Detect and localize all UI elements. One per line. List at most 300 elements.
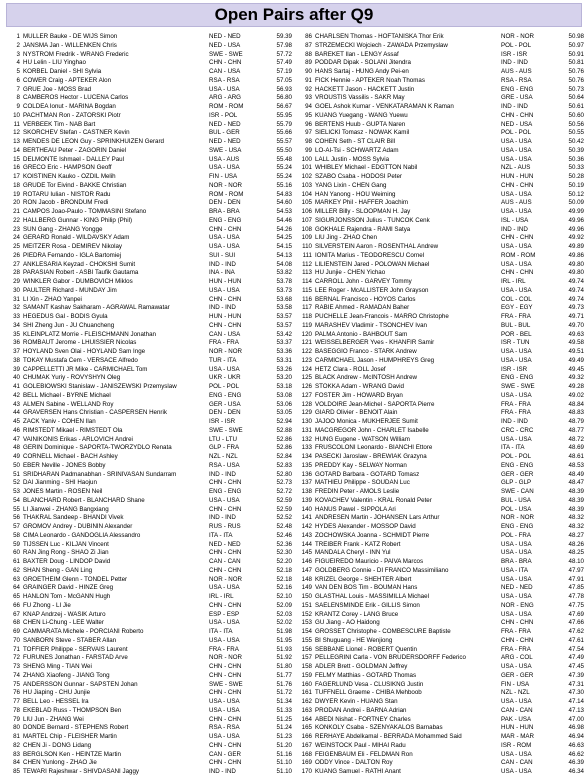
- pair-countries: IND - IND: [501, 59, 528, 67]
- result-score: 50.39: [568, 146, 584, 154]
- result-rank: 158: [301, 663, 312, 670]
- result-score: 48.83: [568, 409, 584, 417]
- result-rank: 69: [13, 628, 20, 635]
- pair-countries: ISR - ISR: [501, 50, 528, 58]
- result-score: 49.02: [568, 391, 584, 399]
- result-score: 51.77: [276, 671, 292, 679]
- pair-countries: GER - GER: [501, 470, 534, 478]
- result-score: 48.84: [568, 400, 584, 408]
- pair-countries: CHN - CHN: [209, 715, 242, 723]
- result-score: 48.77: [568, 426, 584, 434]
- pair-countries: USA - USA: [209, 706, 240, 714]
- result-score: 48.61: [568, 453, 584, 460]
- pair-names: JONES Martin - ROSEN Neil: [23, 488, 103, 495]
- pair-names: PELLEGRINI Carla - VON BRUDERSDORFF Federico: [315, 654, 466, 662]
- result-row: [6, 313, 292, 322]
- result-score: 51.23: [276, 733, 292, 740]
- pair-names: TIJSSEN Luc - KILJAN Vincent: [23, 540, 109, 548]
- pair-countries: NOR - NOR: [501, 33, 534, 40]
- pair-countries: FRA - FRA: [501, 409, 531, 417]
- pair-countries: USA - USA: [209, 636, 240, 644]
- result-row: [298, 269, 584, 278]
- result-rank: 137: [301, 479, 312, 487]
- pair-countries: NED - NED: [209, 540, 241, 548]
- pair-countries: CHN - CHN: [209, 671, 242, 679]
- result-rank: 146: [301, 558, 312, 565]
- pair-countries: FRA - FRA: [209, 645, 239, 653]
- result-rank: 7: [16, 85, 20, 93]
- pair-names: FOSTER Jim - HOWARD Bryan: [315, 391, 403, 399]
- pair-countries: ITA - ITA: [209, 531, 233, 539]
- result-row: [6, 287, 292, 296]
- result-row: [6, 716, 292, 725]
- pair-countries: ROM - ROM: [501, 251, 536, 259]
- pair-countries: USA - USA: [501, 286, 532, 294]
- result-row: [298, 549, 584, 558]
- result-score: 59.39: [276, 33, 292, 40]
- pair-countries: USA - USA: [501, 146, 532, 154]
- pair-countries: POR - BEL: [501, 330, 532, 338]
- pair-names: BERNAL Francisco - HOYOS Carlos: [315, 295, 416, 303]
- result-row: [298, 77, 584, 86]
- result-rank: 61: [13, 558, 20, 565]
- pair-names: VOLDOIRE Jean-Michel - SAPORTA Pierre: [315, 400, 435, 408]
- result-row: [6, 339, 292, 348]
- pair-names: HU Lelin - LIU Yinghao: [23, 59, 86, 67]
- pair-names: SAMANT Kashav Sakharam - AGRAWAL Ramawatar: [23, 304, 170, 312]
- result-row: [6, 479, 292, 488]
- result-rank: 55: [13, 505, 20, 513]
- result-row: [298, 374, 584, 383]
- result-score: 55.48: [276, 155, 292, 163]
- pair-countries: MAR - MAR: [501, 733, 534, 740]
- result-score: 53.06: [276, 400, 292, 408]
- result-score: 49.58: [568, 339, 584, 347]
- result-score: 52.20: [276, 558, 292, 565]
- result-score: 55.79: [276, 120, 292, 128]
- pair-names: WEINSTOCK Paul - MIHAI Radu: [315, 741, 406, 749]
- pair-names: KLEINPLATZ Morrie - FLEISCHMANN Jonathan: [23, 330, 156, 338]
- result-score: 51.10: [276, 768, 292, 775]
- result-rank: 91: [305, 76, 312, 84]
- result-score: 48.10: [568, 558, 584, 565]
- result-score: 52.36: [276, 540, 292, 548]
- result-rank: 50: [13, 461, 20, 469]
- pair-names: SHI Zheng Jun - JU Chuancheng: [23, 321, 115, 329]
- result-rank: 85: [13, 768, 20, 775]
- pair-countries: INA - INA: [209, 269, 235, 277]
- result-score: 55.24: [276, 164, 292, 172]
- result-score: 52.02: [276, 619, 292, 627]
- pair-countries: USA - USA: [209, 733, 240, 740]
- result-score: 49.63: [568, 330, 584, 338]
- result-row: [6, 138, 292, 147]
- result-score: 48.39: [568, 496, 584, 504]
- result-score: 51.98: [276, 628, 292, 635]
- pair-names: KONKOLY Csaba - SZENYAKALOS Barnabas: [315, 724, 443, 732]
- result-score: 57.05: [276, 76, 292, 84]
- result-rank: 109: [301, 234, 312, 242]
- result-rank: 44: [13, 409, 20, 417]
- result-rank: 138: [301, 488, 312, 495]
- result-row: [6, 532, 292, 541]
- result-score: 48.27: [568, 531, 584, 539]
- result-score: 52.84: [276, 453, 292, 460]
- result-rank: 122: [301, 348, 312, 355]
- pair-names: PIEDRA Fernando - IGLA Bartomiej: [23, 251, 122, 259]
- result-rank: 126: [301, 383, 312, 390]
- pair-countries: HUN - HUN: [209, 278, 242, 285]
- pair-countries: POL - POL: [501, 453, 532, 460]
- pair-names: HACKETT Jason - HACKETT Justin: [315, 85, 415, 93]
- result-row: [6, 366, 292, 375]
- pair-names: WHIBLEY Michael - EDGTTON Nabil: [315, 164, 418, 172]
- pair-names: GOLEBIOWSKI Stanislaw - JANISZEWSKI Przemyslaw: [23, 383, 177, 390]
- pair-countries: RUS - RUS: [209, 523, 241, 530]
- result-score: 57.19: [276, 68, 292, 75]
- result-score: 52.86: [276, 435, 292, 443]
- result-rank: 140: [301, 505, 312, 513]
- result-rank: 114: [302, 278, 312, 285]
- result-rank: 27: [13, 260, 20, 268]
- result-score: 50.33: [568, 164, 584, 172]
- result-rank: 169: [301, 759, 312, 767]
- result-rank: 100: [301, 155, 312, 163]
- pair-countries: CHN - CHN: [501, 111, 534, 119]
- result-score: 47.85: [568, 584, 584, 592]
- result-row: [6, 269, 292, 278]
- result-row: [298, 593, 584, 602]
- pair-names: LILIENSTEIN Jared - POLOWAN Michael: [315, 260, 430, 268]
- pair-names: KOISTINEN Kauko - OZDIL Melih: [23, 173, 116, 180]
- pair-names: VAINIKONIS Erikas - ARLOVICH Andrei: [23, 435, 133, 443]
- result-rank: 67: [13, 610, 20, 618]
- pair-countries: NED - NED: [209, 138, 241, 145]
- result-row: [6, 173, 292, 182]
- pair-names: MEITZER Rosa - DEMIREV Nikolay: [23, 243, 123, 250]
- result-score: 49.80: [568, 269, 584, 277]
- pair-countries: SWE - SWE: [209, 426, 243, 434]
- pair-names: LALL Justin - MOSS Sylvia: [315, 155, 390, 163]
- pair-countries: USA - USA: [501, 593, 532, 600]
- result-score: 52.80: [276, 470, 292, 478]
- pair-names: FIGUEIREDO Mauricio - PAIVA Marcos: [315, 558, 424, 565]
- result-row: [6, 208, 292, 217]
- pair-names: VERBEEK Tim - NAB Bart: [23, 120, 96, 128]
- result-rank: 15: [13, 155, 20, 163]
- result-rank: 107: [301, 216, 312, 224]
- result-row: [298, 628, 584, 637]
- pair-countries: IND - IND: [209, 514, 236, 522]
- pair-names: PREDDY Kay - SELWAY Norman: [315, 461, 407, 469]
- pair-names: THAKRAL Sandeep - BHANDI Vivek: [23, 514, 124, 522]
- result-rank: 42: [13, 391, 20, 399]
- pair-names: TEWARI Rajeshwar - SHIVDASANI Jaggy: [23, 768, 139, 775]
- result-rank: 117: [302, 304, 312, 312]
- result-score: 50.97: [568, 41, 584, 49]
- result-rank: 48: [13, 444, 20, 452]
- result-row: [6, 51, 292, 60]
- result-score: 47.00: [568, 715, 584, 723]
- result-score: 53.78: [276, 278, 292, 285]
- result-row: [298, 331, 584, 340]
- pair-names: GOKHALE Rajendra - RAMI Satya: [315, 225, 411, 233]
- result-score: 54.13: [276, 251, 292, 259]
- pair-names: GU Jiang - AO Haidong: [315, 619, 380, 627]
- result-score: 50.55: [568, 129, 584, 137]
- pair-names: GRAINGER David - HINZE Greg: [23, 584, 114, 592]
- result-rank: 101: [301, 164, 312, 172]
- pair-names: BI Shuguang - HE Wenjiong: [315, 636, 393, 644]
- result-row: [6, 252, 292, 261]
- pair-names: ADLER Brett - GOLDMAN Jeffrey: [315, 663, 408, 670]
- pair-names: PASECKI Jaroslaw - BREWIAK Grazyna: [315, 453, 427, 460]
- result-rank: 120: [301, 330, 312, 338]
- result-rank: 145: [301, 549, 312, 557]
- pair-names: PUCHELLE Jean-Francois - MARRO Christophe: [315, 313, 449, 320]
- result-rank: 6: [16, 76, 20, 84]
- result-rank: 26: [13, 251, 20, 259]
- pair-countries: ISL - USA: [501, 216, 529, 224]
- pair-names: COWER Craig - APTEKER Alon: [23, 76, 112, 84]
- result-score: 56.67: [276, 103, 292, 110]
- result-row: [6, 742, 292, 751]
- pair-countries: NOR - NOR: [209, 654, 242, 662]
- result-rank: 166: [301, 733, 312, 740]
- result-score: 50.56: [568, 120, 584, 128]
- pair-names: ANDERSSON Gunnar - SAPSTEN Johan: [23, 680, 138, 688]
- result-row: [6, 733, 292, 742]
- result-rank: 167: [301, 741, 312, 749]
- pair-countries: CHN - CHN: [209, 601, 242, 609]
- result-row: [298, 584, 584, 593]
- result-rank: 58: [13, 531, 20, 539]
- pair-countries: CAN - GER: [209, 750, 241, 758]
- result-row: [298, 51, 584, 60]
- result-row: [298, 164, 584, 173]
- pair-names: GIARD Olivier - BENOIT Alain: [315, 409, 398, 417]
- result-rank: 112: [302, 260, 312, 268]
- result-rank: 47: [13, 435, 20, 443]
- result-rank: 60: [13, 549, 20, 557]
- result-rank: 113: [302, 269, 312, 277]
- result-score: 51.10: [276, 759, 292, 767]
- result-row: [6, 541, 292, 550]
- result-rank: 115: [302, 286, 312, 294]
- result-rank: 16: [13, 164, 20, 172]
- result-row: [6, 401, 292, 410]
- result-rank: 160: [301, 680, 312, 688]
- result-rank: 3: [16, 50, 20, 58]
- result-score: 53.31: [276, 356, 292, 364]
- pair-names: CAMMARATA Michele - PORCIANI Roberto: [23, 628, 144, 635]
- result-score: 50.36: [568, 155, 584, 163]
- result-rank: 132: [301, 435, 312, 443]
- pair-names: YANG Lixin - CHEN Gang: [315, 181, 387, 189]
- result-score: 50.28: [568, 173, 584, 180]
- result-rank: 22: [13, 216, 20, 224]
- result-rank: 153: [301, 619, 312, 627]
- pair-names: IONITA Marius - TEODORESCU Cornel: [315, 251, 425, 259]
- result-row: [6, 86, 292, 95]
- pair-names: MILLER Billy - SLOOPMAN H. Jay: [315, 208, 411, 215]
- pair-names: GERARD Ronald - WILDAVSKY Adam: [23, 234, 130, 242]
- pair-countries: USA - USA: [209, 584, 240, 592]
- pair-countries: CHN - CHN: [501, 636, 534, 644]
- result-rank: 29: [13, 278, 20, 285]
- result-rank: 51: [13, 470, 20, 478]
- pair-names: COLDEA Ionut - MARINA Bogdan: [23, 103, 116, 110]
- result-score: 51.33: [276, 706, 292, 714]
- pair-names: STOKKA Adam - WRANG David: [315, 383, 404, 390]
- pair-names: HETZ Clara - ROLL Josef: [315, 365, 386, 373]
- result-rank: 89: [305, 59, 312, 67]
- pair-names: ANDRESEN Martin - JOHANSEN Lars Arthur: [315, 514, 440, 522]
- result-score: 52.48: [276, 523, 292, 530]
- pair-countries: USA - ITA: [501, 566, 529, 574]
- result-score: 51.92: [276, 654, 292, 662]
- result-score: 52.88: [276, 426, 292, 434]
- result-rank: 148: [301, 575, 312, 583]
- pair-countries: CHN - CHN: [209, 663, 242, 670]
- pair-countries: BUL - BUL: [501, 321, 531, 329]
- result-row: [6, 514, 292, 523]
- pair-names: BAXTER Doug - LINDOP David: [23, 558, 111, 565]
- result-score: 50.42: [568, 138, 584, 145]
- result-score: 52.10: [276, 593, 292, 600]
- pair-names: BERTHEAU Peter - ZAGORIN Daniel: [23, 146, 127, 154]
- pair-names: DWYER Kevin - HUANG Stan: [315, 698, 398, 705]
- result-rank: 90: [305, 68, 312, 75]
- result-score: 48.79: [568, 418, 584, 425]
- result-score: 54.60: [276, 199, 292, 207]
- result-score: 48.32: [568, 514, 584, 522]
- result-row: [6, 409, 292, 418]
- pair-names: BLACK Andrew - McINTOSH Andrew: [315, 374, 418, 382]
- result-row: [6, 453, 292, 462]
- result-score: 50.09: [568, 199, 584, 207]
- pair-names: MACGREGOR John - CHARLET Isabelle: [315, 426, 429, 434]
- result-row: [298, 689, 584, 698]
- result-score: 47.14: [568, 698, 584, 705]
- pair-countries: FRA - FRA: [501, 628, 531, 635]
- result-score: 56.80: [276, 94, 292, 102]
- pair-names: CIMA Leonardo - GANDOGLIA Alessandro: [23, 531, 141, 539]
- result-score: 49.71: [568, 313, 584, 320]
- pair-names: PACHTMAN Ron - ZATORSKI Piotr: [23, 111, 121, 119]
- result-row: [298, 156, 584, 165]
- pair-countries: RSA - RSA: [209, 724, 240, 732]
- result-score: 55.24: [276, 173, 292, 180]
- result-score: 53.73: [276, 286, 292, 294]
- pair-countries: NOR - ENG: [501, 601, 534, 609]
- pair-names: GROSSET Christophe - COMBESCURE Baptiste: [315, 628, 451, 635]
- result-row: [298, 226, 584, 235]
- pair-names: EKEBLAD Russ - THOMPSON Ben: [23, 706, 122, 714]
- pair-countries: GER - USA: [209, 400, 241, 408]
- result-rank: 9: [16, 103, 20, 110]
- result-rank: 123: [301, 356, 312, 364]
- pair-names: SHENG Ming - TIAN Wei: [23, 663, 92, 670]
- result-row: [6, 654, 292, 663]
- result-rank: 32: [13, 304, 20, 312]
- pair-names: FICK Hennie - APTEKER Noah Thomas: [315, 76, 425, 84]
- result-score: 49.89: [568, 243, 584, 250]
- pair-names: SHAN Sheng - GAN Ling: [23, 566, 93, 574]
- result-rank: 162: [301, 698, 312, 705]
- results-column-right: [298, 33, 584, 777]
- pair-countries: ENG - ENG: [209, 216, 242, 224]
- result-row: [6, 94, 292, 103]
- pair-names: FRUSCOLONI Leonardo - BIANCHI Ettore: [315, 444, 433, 452]
- pair-names: BASEGGIO Franco - STARK Andrew: [315, 348, 417, 355]
- result-row: [6, 77, 292, 86]
- pair-countries: USA - USA: [501, 190, 532, 198]
- result-score: 46.94: [568, 733, 584, 740]
- pair-countries: USA - USA: [501, 208, 532, 215]
- result-score: 50.76: [568, 76, 584, 84]
- result-score: 54.26: [276, 225, 292, 233]
- pair-countries: BUL - USA: [501, 496, 532, 504]
- pair-countries: ITA - ITA: [501, 444, 525, 452]
- pair-names: PARASIAN Robert - ASBI Taufik Gautama: [23, 269, 139, 277]
- result-row: [6, 436, 292, 445]
- result-score: 52.03: [276, 610, 292, 618]
- result-row: [298, 59, 584, 68]
- result-rank: 152: [301, 610, 312, 618]
- pair-countries: USA - USA: [501, 610, 532, 618]
- pair-countries: POL - POL: [501, 129, 532, 137]
- result-rank: 77: [13, 698, 20, 705]
- result-row: [298, 733, 584, 742]
- result-rank: 116: [302, 295, 312, 303]
- result-score: 49.96: [568, 216, 584, 224]
- pair-names: BERGLSON Ken - HEINTZE Martin: [23, 750, 121, 758]
- page-title: Open Pairs after Q9: [6, 3, 582, 27]
- pair-names: ROTARU Iulian - NISTOR Radu: [23, 190, 111, 198]
- pair-names: HAN Yanong - HOU Weiming: [315, 190, 396, 198]
- pair-names: RAN Jing Rong - SHAO Zi Jian: [23, 549, 109, 557]
- pair-names: TREIBER Frank - KATZ Robert: [315, 540, 401, 548]
- result-row: [6, 523, 292, 532]
- result-row: [6, 759, 292, 768]
- result-rank: 141: [301, 514, 312, 522]
- result-score: 47.61: [568, 636, 584, 644]
- pair-countries: FRA - FRA: [501, 645, 531, 653]
- pair-countries: ENG - ENG: [209, 391, 242, 399]
- pair-names: KNAP Andrzej - WASIK Arturo: [23, 610, 106, 618]
- pair-countries: IND - IND: [501, 225, 528, 233]
- result-score: 48.69: [568, 444, 584, 452]
- result-row: [298, 234, 584, 243]
- result-row: [298, 112, 584, 121]
- pair-countries: USA - USA: [501, 750, 532, 758]
- result-row: [298, 663, 584, 672]
- result-row: [298, 444, 584, 453]
- result-row: [298, 611, 584, 620]
- result-score: 46.63: [568, 741, 584, 749]
- result-row: [298, 418, 584, 427]
- pair-names: CHUMAK Yuriy - ROVYSHYN Oleg: [23, 374, 121, 382]
- pair-names: BAREKET Ilan - LENGY Assaf: [315, 50, 399, 58]
- result-row: [298, 576, 584, 585]
- result-row: [6, 444, 292, 453]
- pair-countries: FRA - FRA: [501, 400, 531, 408]
- result-row: [298, 199, 584, 208]
- pair-countries: USA - AUS: [209, 155, 240, 163]
- result-score: 49.51: [568, 348, 584, 355]
- pair-countries: ROM - ROM: [209, 190, 244, 198]
